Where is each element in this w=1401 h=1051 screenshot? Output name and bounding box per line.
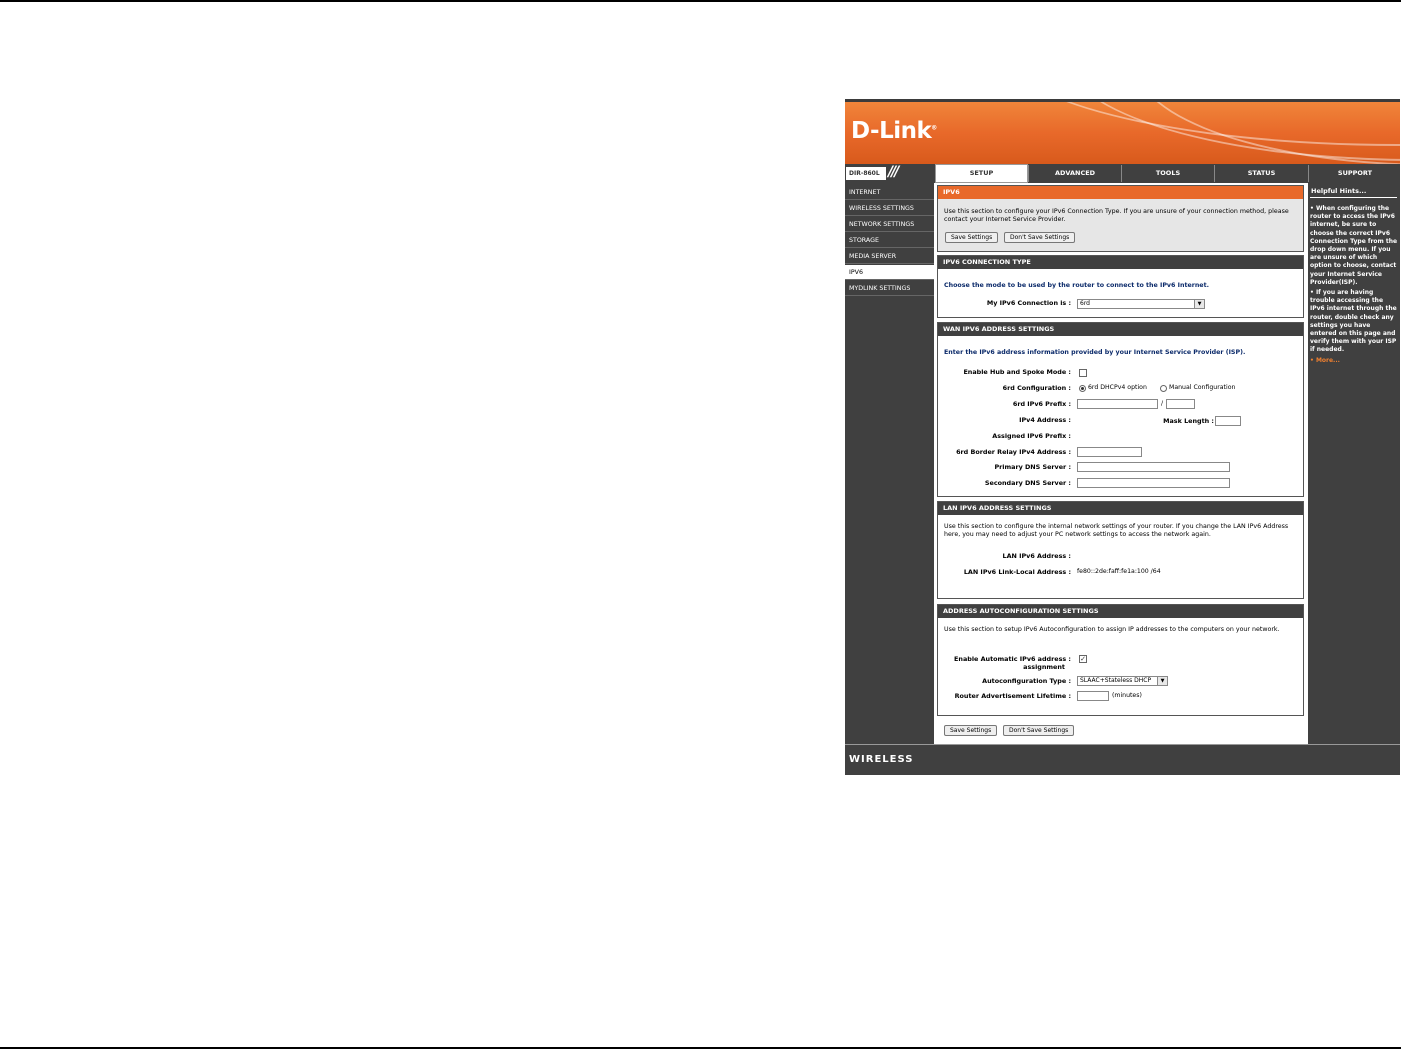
assigned-prefix-label: Assigned IPv6 Prefix : xyxy=(992,432,1071,440)
ra-lifetime-input[interactable] xyxy=(1077,691,1109,701)
secondary-dns-input[interactable] xyxy=(1077,478,1230,488)
save-settings-button[interactable]: Save Settings xyxy=(945,232,998,243)
ra-lifetime-unit: (minutes) xyxy=(1112,692,1142,699)
connection-type-description: Choose the mode to be used by the router to connect to the IPv6 Internet. xyxy=(944,282,1209,289)
lan-address-label: LAN IPv6 Address : xyxy=(1002,552,1071,560)
sidebar-item-mydlink-settings[interactable]: MYDLINK SETTINGS xyxy=(845,281,934,296)
tab-support[interactable]: SUPPORT xyxy=(1308,165,1400,182)
prefix-separator: / xyxy=(1161,400,1164,407)
primary-dns-input[interactable] xyxy=(1077,462,1230,472)
wireless-wordmark: WIRELESS xyxy=(849,754,914,765)
lan-ipv6-settings-section xyxy=(937,501,1304,599)
hints-list xyxy=(1310,205,1398,367)
primary-dns-label: Primary DNS Server : xyxy=(994,463,1071,471)
chevron-down-icon: ▼ xyxy=(1194,300,1204,308)
tab-advanced[interactable]: ADVANCED xyxy=(1028,165,1121,182)
6rd-prefix-label: 6rd IPv6 Prefix : xyxy=(1012,400,1071,408)
sidebar-item-ipv6[interactable]: IPV6 xyxy=(845,265,934,280)
hint-item: • When configuring the router to access the IPv6 internet, be sure to choose the correct IPv6 Connection Type from the drop down menu. If you are unsure of which option to choose, contact your Internet Service Provider(ISP). xyxy=(1310,205,1398,286)
ipv6-section-title: IPV6 xyxy=(938,186,1303,199)
chevron-down-icon: ▼ xyxy=(1157,677,1167,685)
enable-auto-ipv6-checkbox[interactable]: ✓ xyxy=(1080,655,1086,663)
border-relay-label: 6rd Border Relay IPv4 Address : xyxy=(956,448,1071,456)
autoconfig-section-title: ADDRESS AUTOCONFIGURATION SETTINGS xyxy=(938,605,1303,618)
bottom-dont-save-settings-button[interactable]: Don't Save Settings xyxy=(1003,725,1074,736)
wan-ipv6-settings-section xyxy=(937,322,1304,497)
tab-status[interactable]: STATUS xyxy=(1214,165,1308,182)
lan-link-local-value: fe80::2de:faff:fe1a:100 /64 xyxy=(1077,568,1161,575)
router-admin-window xyxy=(845,99,1400,775)
dont-save-settings-button[interactable]: Don't Save Settings xyxy=(1004,232,1075,243)
dlink-banner xyxy=(845,99,1400,164)
autoconfig-type-select[interactable] xyxy=(1077,676,1168,686)
sidebar-item-wireless-settings[interactable]: WIRELESS SETTINGS xyxy=(845,201,934,216)
enable-auto-ipv6-label: Enable Automatic IPv6 address : xyxy=(954,655,1071,663)
enable-auto-ipv6-label-line2: assignment xyxy=(1023,663,1065,671)
6rd-configuration-label: 6rd Configuration : xyxy=(1002,384,1071,392)
manual-configuration-radio[interactable] xyxy=(1160,385,1167,392)
hints-title: Helpful Hints... xyxy=(1311,187,1367,195)
tab-bar xyxy=(845,164,1400,183)
model-badge xyxy=(845,165,934,182)
ipv4-address-label: IPv4 Address : xyxy=(1019,416,1071,424)
6rd-prefix-length-input[interactable] xyxy=(1166,399,1195,409)
dlink-logo: D-Link® xyxy=(851,118,937,144)
ra-lifetime-label: Router Advertisement Lifetime : xyxy=(954,692,1071,700)
ipv6-description: Use this section to configure your IPv6 Connection Type. If you are unsure of your connection method, please contact your Internet Service Provider. xyxy=(944,208,1289,223)
ipv6-connection-type-section xyxy=(937,255,1304,318)
ipv6-intro-section xyxy=(937,185,1304,252)
autoconfig-type-value: SLAAC+Stateless DHCP xyxy=(1080,677,1152,684)
model-slashes-icon: /// xyxy=(888,164,898,180)
mask-length-input[interactable] xyxy=(1215,416,1241,426)
6rd-prefix-input[interactable] xyxy=(1077,399,1158,409)
mask-length-label: Mask Length : xyxy=(1163,417,1214,425)
secondary-dns-label: Secondary DNS Server : xyxy=(984,479,1071,487)
connection-type-value: 6rd xyxy=(1080,300,1090,307)
6rd-dhcpv4-radio[interactable] xyxy=(1079,385,1086,392)
address-autoconfig-section xyxy=(937,604,1304,716)
autoconfig-type-label: Autoconfiguration Type : xyxy=(982,677,1071,685)
lan-link-local-label: LAN IPv6 Link-Local Address : xyxy=(963,568,1071,576)
autoconfig-description: Use this section to setup IPv6 Autoconfiguration to assign IP addresses to the computers on your network. xyxy=(944,626,1280,633)
page-bottom-rule xyxy=(0,1047,1401,1049)
main-content xyxy=(934,183,1308,744)
sidebar-item-storage[interactable]: STORAGE xyxy=(845,233,934,248)
sidebar-item-network-settings[interactable]: NETWORK SETTINGS xyxy=(845,217,934,232)
helpful-hints-panel xyxy=(1308,183,1400,744)
hints-divider xyxy=(1310,197,1397,198)
wan-description: Enter the IPv6 address information provided by your Internet Service Provider (ISP). xyxy=(944,349,1246,356)
model-label: DIR-860L xyxy=(846,167,886,180)
6rd-dhcpv4-label: 6rd DHCPv4 option xyxy=(1088,384,1147,391)
lan-section-title: LAN IPV6 ADDRESS SETTINGS xyxy=(938,502,1303,515)
connection-type-label: My IPv6 Connection is : xyxy=(986,299,1071,307)
sidebar-item-media-server[interactable]: MEDIA SERVER xyxy=(845,249,934,264)
border-relay-input[interactable] xyxy=(1077,447,1142,457)
hints-more-link[interactable]: • More... xyxy=(1310,356,1340,364)
page-top-rule xyxy=(0,0,1401,2)
wan-section-title: WAN IPV6 ADDRESS SETTINGS xyxy=(938,323,1303,336)
manual-configuration-label: Manual Configuration xyxy=(1169,384,1236,391)
tab-tools[interactable]: TOOLS xyxy=(1121,165,1214,182)
lan-description: Use this section to configure the internal network settings of your router. If you change the LAN IPv6 Address here, you may need to adjust your PC network settings to access the network again. xyxy=(944,523,1289,538)
connection-type-title: IPV6 CONNECTION TYPE xyxy=(938,256,1303,269)
hint-item: • If you are having trouble accessing the IPv6 internet through the router, double check any settings you have entered on this page and verify them with your ISP if needed. xyxy=(1310,289,1397,354)
bottom-save-settings-button[interactable]: Save Settings xyxy=(944,725,997,736)
sidebar-item-internet[interactable]: INTERNET xyxy=(845,185,934,200)
footer-bar xyxy=(845,744,1400,775)
connection-type-select[interactable] xyxy=(1077,299,1205,309)
sidebar xyxy=(845,183,934,744)
hub-spoke-checkbox[interactable] xyxy=(1079,369,1087,377)
hub-spoke-label: Enable Hub and Spoke Mode : xyxy=(963,368,1071,376)
tab-setup[interactable]: SETUP xyxy=(935,164,1028,183)
